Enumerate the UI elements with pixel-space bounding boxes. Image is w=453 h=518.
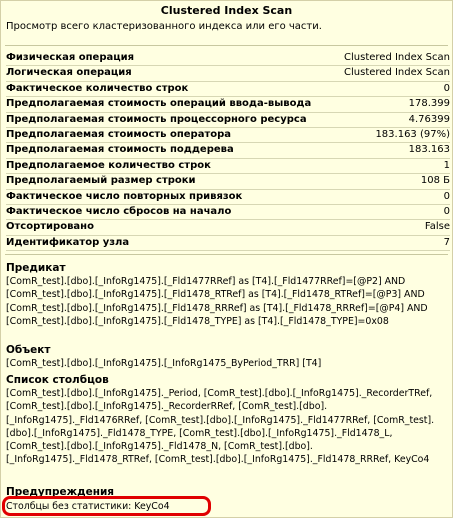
property-label: Предполагаемый размер строки [6,175,196,187]
property-value: 0 [443,82,450,94]
property-row [6,174,450,189]
property-value: 4.76399 [408,113,450,125]
property-row [6,205,450,220]
predicate-text: [ComR_test].[dbo].[_InfoRg1475].[_Fld1477RRef] as [T4].[_Fld1477RRef]=[@P2] AND [ComR_test].[dbo].[_InfoRg1475].[_Fld1478_RTRef] as [T4].[_Fld1478_RTRef]=[@P3] AND [ComR_test].[dbo].[_InfoRg1475].[_Fld1478_RRRef] as [T4].[_Fld1478_RRRef]=[@P4] AND [ComR_test].[dbo].[_InfoRg1475].[_Fld1478_TYPE] as [T4].[_Fld1478_TYPE]=0x08 [6,276,428,327]
property-row [6,143,450,158]
property-row [6,82,450,97]
property-label: Логическая операция [6,67,132,79]
property-row [6,113,450,128]
operator-title: Clustered Index Scan [160,4,293,17]
divider [5,254,448,255]
property-value: Clustered Index Scan [344,52,450,63]
property-label: Предполагаемая стоимость оператора [6,128,232,140]
property-label: Фактическое количество строк [6,82,189,94]
property-label: Предполагаемая стоимость поддерева [6,144,234,156]
object-text: [ComR_test].[dbo].[_InfoRg1475].[_InfoRg1475_ByPeriod_TRR] [T4] [6,358,322,370]
object-section [6,344,446,370]
property-label: Предполагаемая стоимость операций ввода-вывода [6,98,312,110]
property-row [6,159,450,174]
columns-section [6,374,446,466]
warnings-text: Столбцы без статистики: KeyCo4 [6,501,170,513]
divider [5,45,448,46]
property-row [6,236,450,251]
property-value: Clustered Index Scan [344,67,450,79]
property-label: Идентификатор узла [6,236,130,248]
property-label: Фактическое число повторных привязок [6,190,243,202]
property-row [6,220,450,235]
property-value: 1 [443,159,450,171]
property-row [6,97,450,112]
property-value: 108 Б [420,175,450,187]
property-row [6,190,450,205]
operator-description: Просмотр всего кластеризованного индекса или его части. [6,21,322,32]
property-label: Фактическое число сбросов на начало [6,205,232,217]
property-value: 183.163 (97%) [375,128,450,140]
warnings-heading: Предупреждения [6,486,115,498]
columns-heading: Список столбцов [6,374,109,386]
property-row [6,128,450,143]
property-label: Предполагаемое количество строк [6,159,211,171]
properties-table [6,51,450,251]
property-label: Физическая операция [6,52,135,63]
property-value: 0 [443,205,450,217]
predicate-heading: Предикат [6,262,66,274]
property-value: False [424,221,450,233]
predicate-section [6,262,446,328]
property-label: Отсортировано [6,221,94,233]
property-label: Предполагаемая стоимость процессорного ресурса [6,113,307,125]
columns-text: [ComR_test].[dbo].[_InfoRg1475]._Period, [ComR_test].[dbo].[_InfoRg1475]._RecorderTRef, [ComR_test].[dbo].[_InfoRg1475]._RecorderRRef, [ComR_test].[dbo].[_InfoRg1475]._Fld1476RRef, [ComR_test].[dbo].[_InfoRg1475]._Fld1477RRef, [ComR_test].[dbo].[_InfoRg1475]._Fld1478_TYPE, [ComR_test].[dbo].[_InfoRg1475]._Fld1478_L, [ComR_test].[dbo].[_InfoRg1475]._Fld1478_N, [ComR_test].[dbo].[_InfoRg1475]._Fld1478_RTRef, [ComR_test].[dbo].[_InfoRg1475]._Fld1478_RRRef, KeyCo4 [6,388,435,466]
property-value: 7 [443,236,450,248]
property-row [6,66,450,81]
property-value: 178.399 [408,98,450,110]
property-row [6,51,450,66]
property-value: 183.163 [408,144,450,156]
object-heading: Объект [6,344,51,356]
property-value: 0 [443,190,450,202]
highlight-annotation [2,496,211,516]
